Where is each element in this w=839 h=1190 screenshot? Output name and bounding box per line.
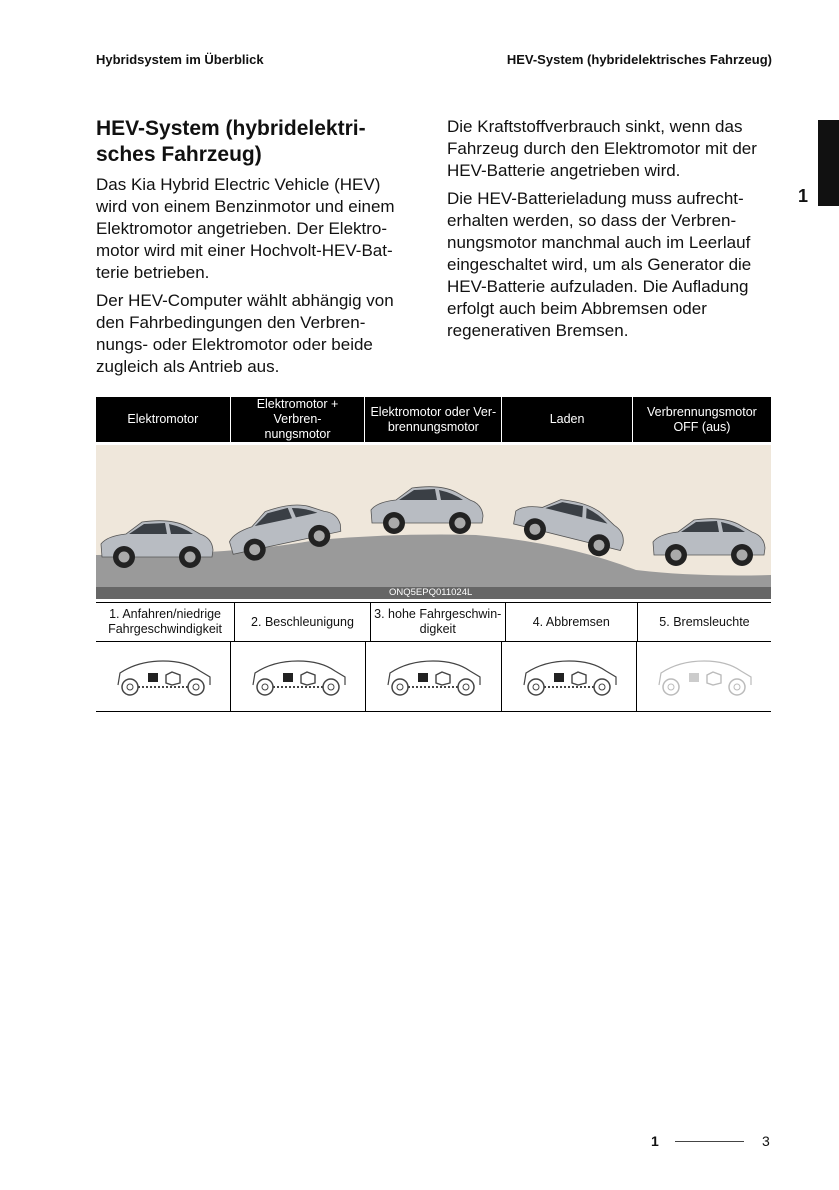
step-label: Fahrgeschwindigkeit [108, 622, 223, 636]
intro-paragraph: Das Kia Hybrid Electric Vehicle (HEV) wird von einem Benzinmotor und einem Elektromotor angetrieben. Der Elektro-motor wird mit einer Hochvolt-HEV-Bat-terie betrieben. [96, 175, 395, 282]
step-table [96, 602, 771, 642]
hill-scene [96, 445, 771, 587]
charging-paragraph: Die HEV-Batterieladung muss aufrecht-erhalten werden, so dass der Verbren-nungsmotor manchmal auch im Leerlauf eingeschaltet wird, um als Generator die HEV-Batterie aufzuladen. Die Aufladung erfolgt auch beim Abbremsen oder regenerativen Bremsen. [447, 189, 752, 340]
step-cell [370, 603, 505, 642]
mode-cell [230, 397, 365, 442]
footer-chapter: 1 [651, 1133, 659, 1149]
footer-divider [675, 1141, 744, 1142]
mode-label: Elektromotor [127, 412, 199, 426]
mode-label: Verbrennungsmotor [647, 404, 757, 419]
icon-cell [501, 641, 636, 712]
computer-paragraph: Der HEV-Computer wählt abhängig von den Fahrbedingungen den Verbren-nungs- oder Elektromotor oder beide zugleich als Antrieb aus. [96, 291, 394, 376]
left-column [96, 116, 416, 384]
powertrain-icon [108, 653, 218, 699]
step-label: 4. Abbremsen [532, 614, 610, 629]
mode-label: Elektromotor oder Ver- [370, 404, 497, 419]
mode-label: brennungsmotor [387, 419, 479, 434]
mode-cell [502, 397, 633, 442]
step-cell [235, 603, 371, 642]
powertrain-icon [378, 653, 488, 699]
header-chapter-title: HEV-System (hybridelektrisches Fahrzeug) [506, 52, 772, 67]
mode-cell [365, 397, 502, 442]
icon-cell [96, 641, 231, 712]
icon-cell [231, 641, 366, 712]
step-label: 2. Beschleunigung [251, 614, 354, 629]
mode-header-table [96, 397, 771, 442]
fuel-paragraph: Die Kraftstoffverbrauch sinkt, wenn das Fahrzeug durch den Elektromotor mit der HEV-Batterie angetrieben wird. [447, 117, 757, 180]
mode-cell [632, 397, 771, 442]
figure-code: ONQ5EPQ011024L [389, 587, 473, 598]
mode-cell [96, 397, 230, 442]
heading-line-2: sches Fahrzeug) [96, 143, 262, 166]
right-column [447, 116, 767, 348]
icon-cell [366, 641, 501, 712]
section-heading [96, 116, 416, 168]
powertrain-icon [514, 653, 624, 699]
powertrain-icon [243, 653, 353, 699]
mode-label: OFF (aus) [673, 419, 731, 434]
step-label: 1. Anfahren/niedrige [109, 607, 221, 621]
page-number: 3 [762, 1133, 770, 1149]
chapter-number: 1 [797, 186, 808, 206]
step-cell [96, 603, 235, 642]
powertrain-icon-table [96, 641, 771, 712]
chapter-tab [818, 120, 839, 206]
mode-label: Elektromotor + Verbren- [256, 397, 339, 426]
step-label: digkeit [419, 622, 456, 636]
step-label: 5. Bremsleuchte [659, 614, 750, 629]
step-cell [637, 603, 771, 642]
heading-line-1: HEV-System (hybridelektri- [96, 117, 366, 140]
header-section-title: Hybridsystem im Überblick [96, 52, 264, 67]
mode-label: Laden [549, 412, 585, 426]
driving-cycle-illustration [96, 445, 771, 599]
mode-label: nungsmotor [264, 427, 331, 441]
step-cell [505, 603, 637, 642]
figure-code-bar [96, 587, 771, 599]
icon-cell [636, 641, 771, 712]
step-label: 3. hohe Fahrgeschwin- [374, 607, 502, 621]
powertrain-icon [649, 653, 759, 699]
